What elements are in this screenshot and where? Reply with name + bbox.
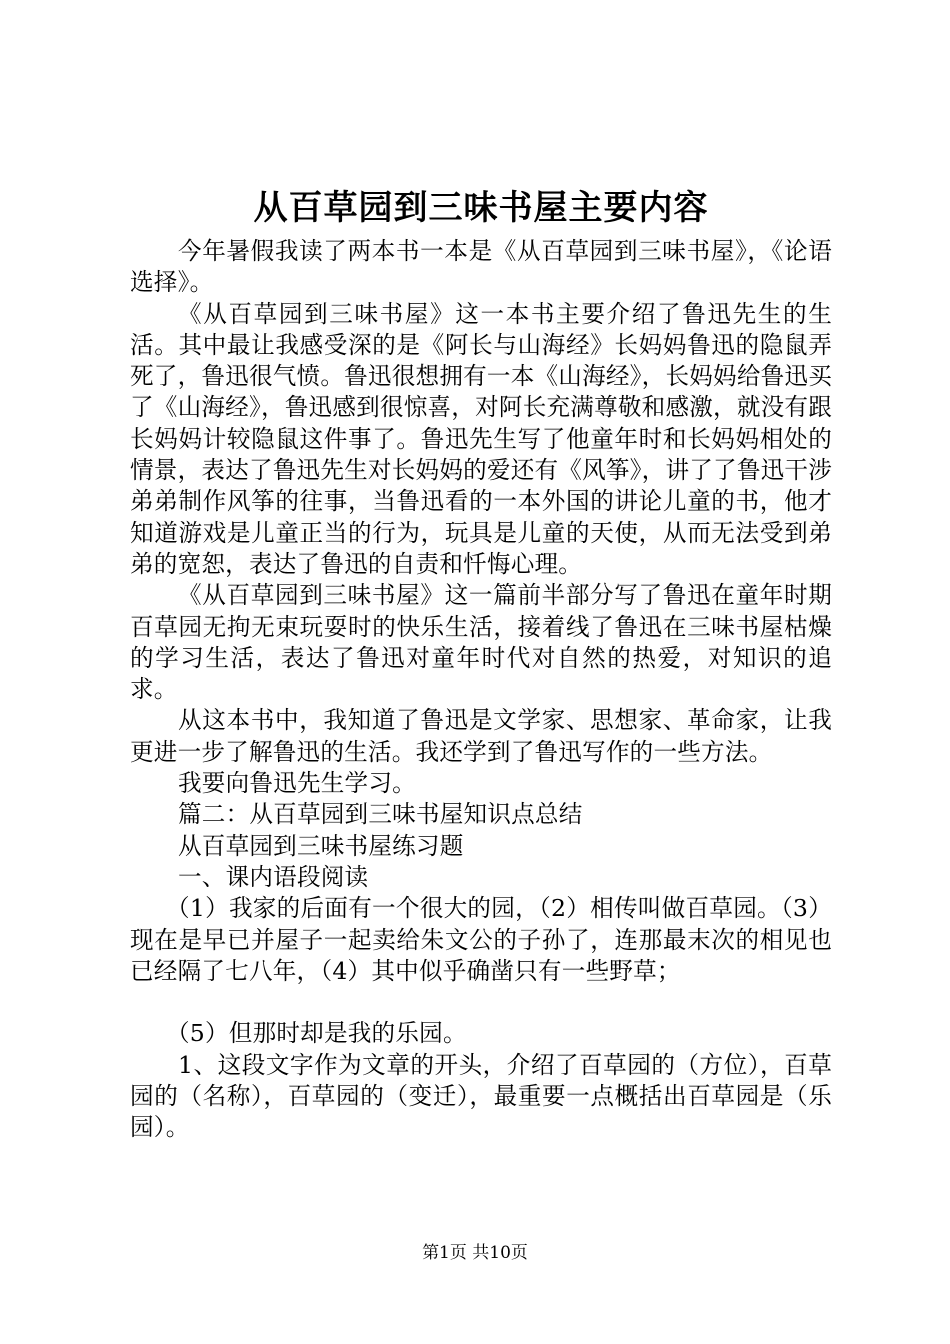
paragraph-learned: 从这本书中，我知道了鲁迅是文学家、思想家、革命家，让我更进一步了解鲁迅的生活。我还学到了鲁迅写作的一些方法。 [130,706,832,766]
paragraph-conclusion: 我要向鲁迅先生学习。 [178,769,416,798]
paragraph-excerpt: （1）我家的后面有一个很大的园，（2）相传叫做百草园。（3）现在是早已并屋子一起卖给朱文公的子孙了，连那最末次的相见也已经隔了七八年，（4）其中似乎确凿只有一些野草； [130,894,832,985]
paragraph-book-summary: 《从百草园到三味书屋》这一本书主要介绍了鲁迅先生的生活。其中最让我感受深的是《阿长与山海经》长妈妈鲁迅的隐鼠弄死了，鲁迅很气愤。鲁迅很想拥有一本《山海经》，长妈妈给鲁迅买了《山海经》，鲁迅感到很惊喜，对阿长充满尊敬和感激，就没有跟长妈妈计较隐鼠这件事了。鲁迅先生写了他童年时和长妈妈相处的情景，表达了鲁迅先生对长妈妈的爱还有《风筝》，讲了了鲁迅干涉弟弟制作风筝的往事，当鲁迅看的一本外国的讲论儿童的书，他才知道游戏是儿童正当的行为，玩具是儿童的天使，从而无法受到弟弟的宽恕，表达了鲁迅的自责和忏悔心理。 [130,299,833,578]
section-heading-part-two: 篇二：从百草园到三味书屋知识点总结 [178,800,583,829]
paragraph-intro: 今年暑假我读了两本书一本是《从百草园到三味书屋》，《论语选择》。 [130,237,832,297]
document-body [130,236,832,1144]
paragraph-excerpt-end: （5）但那时却是我的乐园。 [166,1019,467,1048]
section-heading-reading: 一、课内语段阅读 [178,862,369,891]
paragraph-essay-summary: 《从百草园到三味书屋》这一篇前半部分写了鲁迅在童年时期百草园无拘无束玩耍时的快乐生活，接着线了鲁迅在三味书屋枯燥的学习生活，表达了鲁迅对童年时代对自然的热爱，对知识的追求。 [130,581,832,704]
question-1: 1、这段文字作为文章的开头，介绍了百草园的（方位），百草园的（名称），百草园的（变迁），最重要一点概括出百草园是（乐园）。 [130,1050,832,1142]
section-heading-exercises: 从百草园到三味书屋练习题 [178,831,464,860]
blank-line [130,987,832,1018]
page-footer: 第1页 共10页 [422,1243,528,1263]
document-title: 从百草园到三味书屋主要内容 [253,188,709,228]
